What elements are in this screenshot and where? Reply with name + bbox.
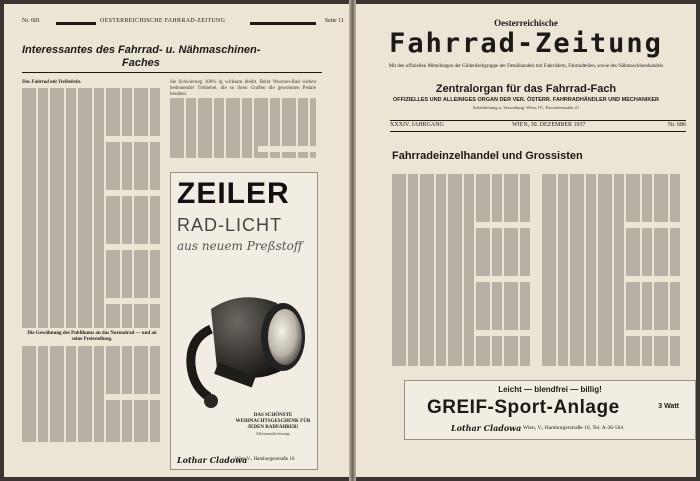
masthead-title: Fahrrad-Zeitung xyxy=(389,28,663,59)
column-text: die Schwierung 100% ig wirksam bleibt. Beim Wooroer-Rad wirken bedeutender Treibebel, die so ihren Großen die gewohnten Pedale heraben. xyxy=(170,80,316,97)
title-rule xyxy=(22,72,322,73)
issue-volume: XXXIV. JAHRGANG xyxy=(390,122,444,128)
left-article-title xyxy=(22,44,322,70)
issue-number: Nr. 686 xyxy=(668,122,686,128)
text-line xyxy=(22,436,162,442)
page-gutter xyxy=(349,0,356,481)
text-line xyxy=(392,360,530,366)
text-line xyxy=(170,152,316,158)
ad-slogan: DAS SCHÖNSTE WEIHNACHTSGESCHENK FÜR JEDEN RADFAHRER! xyxy=(235,413,311,430)
left-page xyxy=(4,4,349,477)
title-line: Interessantes des Fahrrad- u. Nähmaschinen- xyxy=(22,44,261,56)
ad-brand: ZEILER xyxy=(177,177,290,210)
column-text-block xyxy=(170,98,316,158)
header-bar xyxy=(56,22,96,25)
text-line xyxy=(542,360,682,366)
left-column-1 xyxy=(22,80,162,442)
text-line xyxy=(22,322,162,328)
left-page-number: Nr. 681 xyxy=(22,18,40,24)
masthead-pre-title: Oesterreichische xyxy=(494,18,558,28)
ad-wattage: 3 Watt xyxy=(658,403,679,410)
ad-dealer: Lothar Cladowa xyxy=(177,455,248,465)
column-text-block xyxy=(22,346,162,442)
masthead-subtitle: Mit den offiziellen Mitteilungen der Gildenfachgruppe der Detailhandels mit Fahrrädern, Fahrradteilen, sowie des Nähmaschinenhandels xyxy=(388,64,664,69)
column-text-block xyxy=(22,88,162,328)
column-text-block xyxy=(542,174,682,366)
ad-address: Wien, V., Hamburgerstraße 10, Tel. A-36-504 xyxy=(523,425,624,431)
masthead-zentralorgan: Zentralorgan für das Fahrrad-Fach xyxy=(435,83,617,95)
ad-dealer: Lothar Cladowa xyxy=(451,423,522,433)
masthead-official-organ: OFFIZIELLES UND ALLEINIGES ORGAN DER VER. ÖSTERR. FAHRRADHÄNDLER UND MECHANIKER xyxy=(393,97,659,103)
title-line: Faches xyxy=(122,57,160,69)
left-page-label: Seite 11 xyxy=(324,18,344,24)
header-bar xyxy=(250,22,316,25)
left-running-head: OESTERREICHISCHE FAHRRAD-ZEITUNG xyxy=(100,18,226,24)
left-column-2 xyxy=(170,80,316,158)
ad-address: Wien V., Hamburgerstraße 10 xyxy=(235,457,295,462)
greif-ad xyxy=(404,380,696,440)
column-subhead: Das Fahrrad mit Treibebeln. xyxy=(22,80,82,85)
zeiler-ad xyxy=(170,172,318,470)
column-text-block xyxy=(392,174,530,366)
left-running-header xyxy=(22,18,344,28)
ad-product: RAD-LICHT xyxy=(177,215,283,235)
issue-date: WIEN, 30. DEZEMBER 1937 xyxy=(512,122,586,128)
right-article-title: Fahrradeinzelhandel und Grossisten xyxy=(392,150,583,162)
right-column-1 xyxy=(392,174,530,366)
masthead-address: Schriftleitung u. Verwaltung: Wien, IV., Favoritenstraße 21 xyxy=(472,105,580,110)
ad-tagline: aus neuem Preßstoff xyxy=(177,239,303,253)
issue-line xyxy=(390,120,686,132)
bicycle-lamp-illustration xyxy=(181,269,311,419)
ad-headline: Leicht — blendfrei — billig! xyxy=(498,385,602,394)
ad-brand: GREIF-Sport-Anlage xyxy=(427,397,620,418)
ad-hint: Alleinauslieferung: xyxy=(255,431,291,436)
column-head: Die Gewöhnung des Publikums an das Normalrad — und an seine Preisstellung. xyxy=(27,331,157,342)
right-column-2 xyxy=(542,174,682,366)
right-page xyxy=(356,4,696,477)
